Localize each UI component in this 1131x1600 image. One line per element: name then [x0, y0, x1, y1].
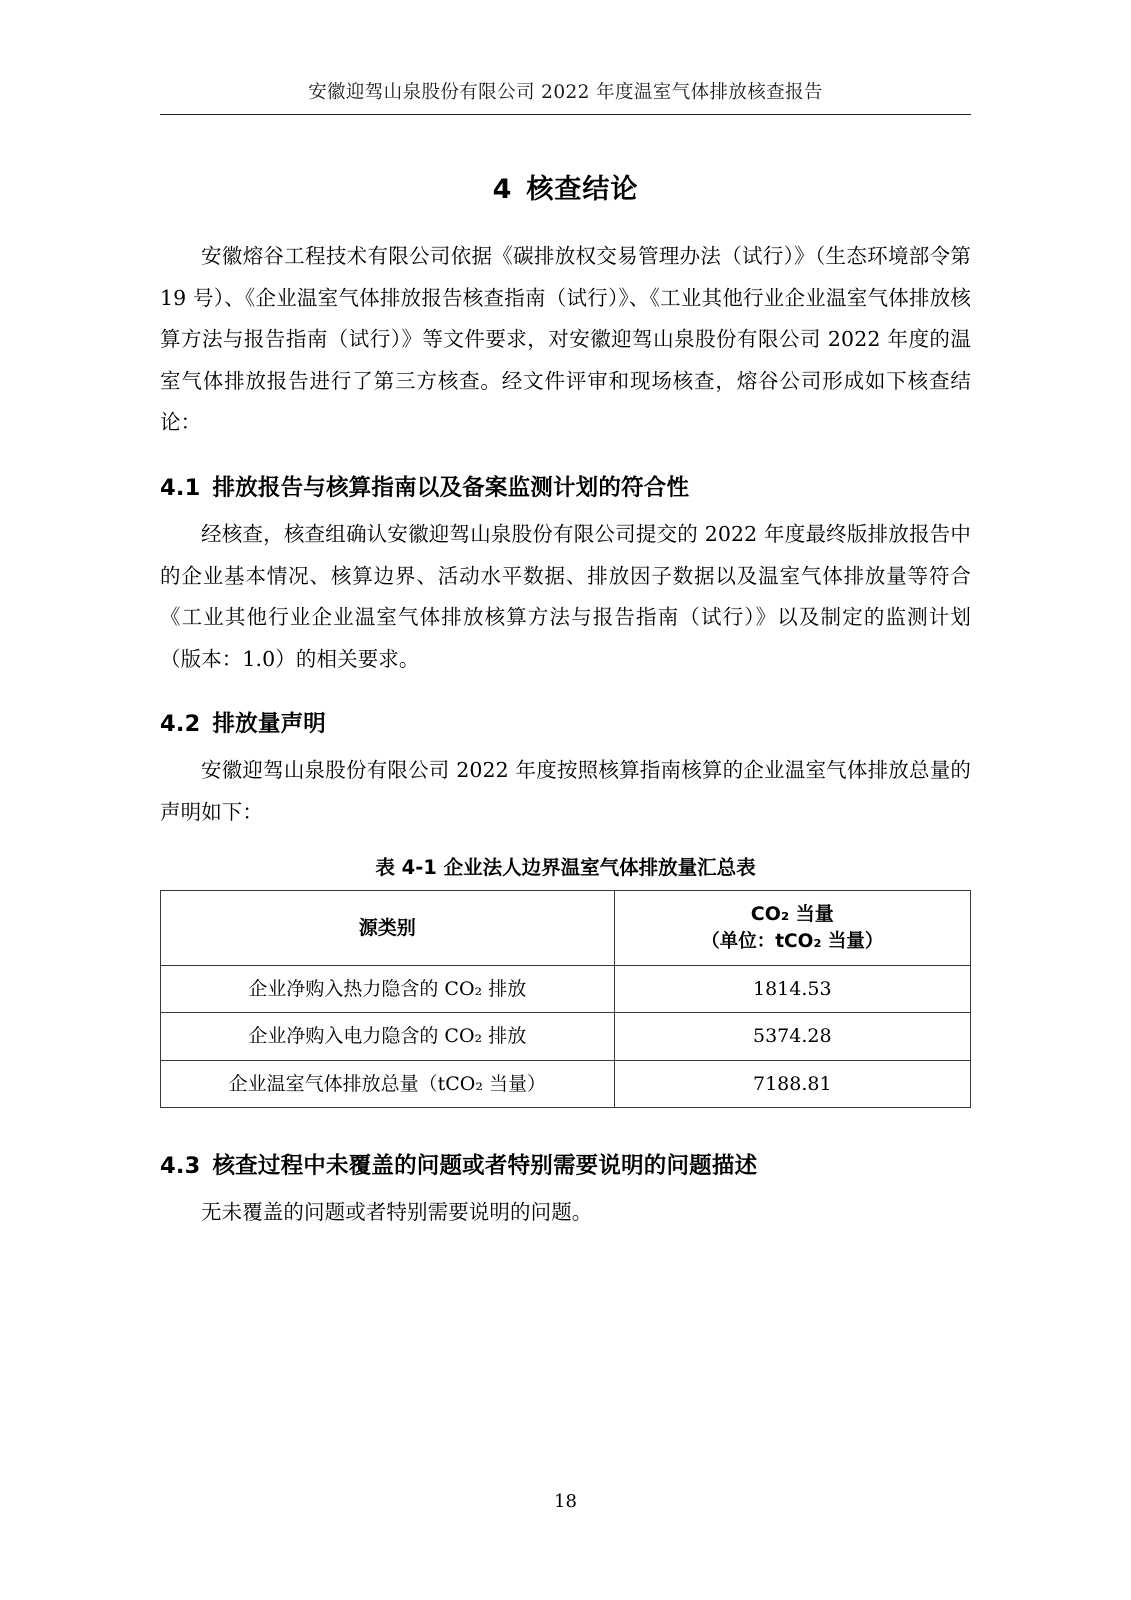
page-title — [160, 167, 971, 206]
header-divider — [160, 114, 971, 115]
heading-4-1-text: 排放报告与核算指南以及备案监测计划的符合性 — [212, 475, 690, 502]
table-row — [161, 1013, 971, 1061]
running-header — [160, 78, 971, 114]
running-header-text: 安徽迎驾山泉股份有限公司 2022 年度温室气体排放核查报告 — [308, 82, 823, 103]
table-cell-value: 5374.28 — [614, 1013, 970, 1061]
paragraph-4-2: 安徽迎驾山泉股份有限公司 2022 年度按照核算指南核算的企业温室气体排放总量的声明如下： — [160, 758, 971, 825]
heading-4-3-number: 4.3 — [160, 1153, 201, 1180]
heading-4-2-text: 排放量声明 — [212, 711, 326, 738]
table-header-value-main: CO₂ 当量 — [750, 902, 834, 925]
intro-paragraph: 安徽熔谷工程技术有限公司依据《碳排放权交易管理办法（试行）》（生态环境部令第 19 号）、《企业温室气体排放报告核查指南（试行）》、《工业其他行业企业温室气体排放核算方法与报告指南（试行）》等文件要求，对安徽迎驾山泉股份有限公司 2022 年度的温室气体排放报告进行了第三方核查。经文件评审和现场核查，熔谷公司形成如下核查结论： — [160, 244, 971, 435]
heading-4-3 — [160, 1148, 971, 1180]
table-row — [161, 965, 971, 1013]
table-header-row — [161, 890, 971, 965]
heading-4-3-text: 核查过程中未覆盖的问题或者特别需要说明的问题描述 — [212, 1153, 758, 1180]
table-caption: 表 4-1 企业法人边界温室气体排放量汇总表 — [375, 855, 756, 879]
heading-4-2 — [160, 706, 971, 738]
table-header-source: 源类别 — [161, 890, 615, 965]
table-cell-source: 企业净购入热力隐含的 CO₂ 排放 — [161, 965, 615, 1013]
table-cell-source: 企业净购入电力隐含的 CO₂ 排放 — [161, 1013, 615, 1061]
paragraph-4-1: 经核查，核查组确认安徽迎驾山泉股份有限公司提交的 2022 年度最终版排放报告中的企业基本情况、核算边界、活动水平数据、排放因子数据以及温室气体排放量等符合《工业其他行业企业温室气体排放核算方法与报告指南（试行）》以及制定的监测计划（版本：1.0）的相关要求。 — [160, 522, 971, 671]
table-cell-value: 7188.81 — [614, 1060, 970, 1108]
heading-4-1 — [160, 470, 971, 502]
heading-4-2-number: 4.2 — [160, 711, 201, 738]
table-row — [161, 1060, 971, 1108]
table-header-value — [614, 890, 970, 965]
page-number: 18 — [554, 1491, 577, 1512]
table-cell-source: 企业温室气体排放总量（tCO₂ 当量） — [161, 1060, 615, 1108]
emission-summary-table — [160, 890, 971, 1109]
heading-4-1-number: 4.1 — [160, 475, 201, 502]
paragraph-4-3: 无未覆盖的问题或者特别需要说明的问题。 — [201, 1200, 593, 1225]
page-title-text: 核查结论 — [526, 174, 639, 205]
table-header-value-unit: （单位：tCO₂ 当量） — [701, 931, 884, 953]
page-title-number: 4 — [492, 174, 513, 205]
table-cell-value: 1814.53 — [614, 965, 970, 1013]
